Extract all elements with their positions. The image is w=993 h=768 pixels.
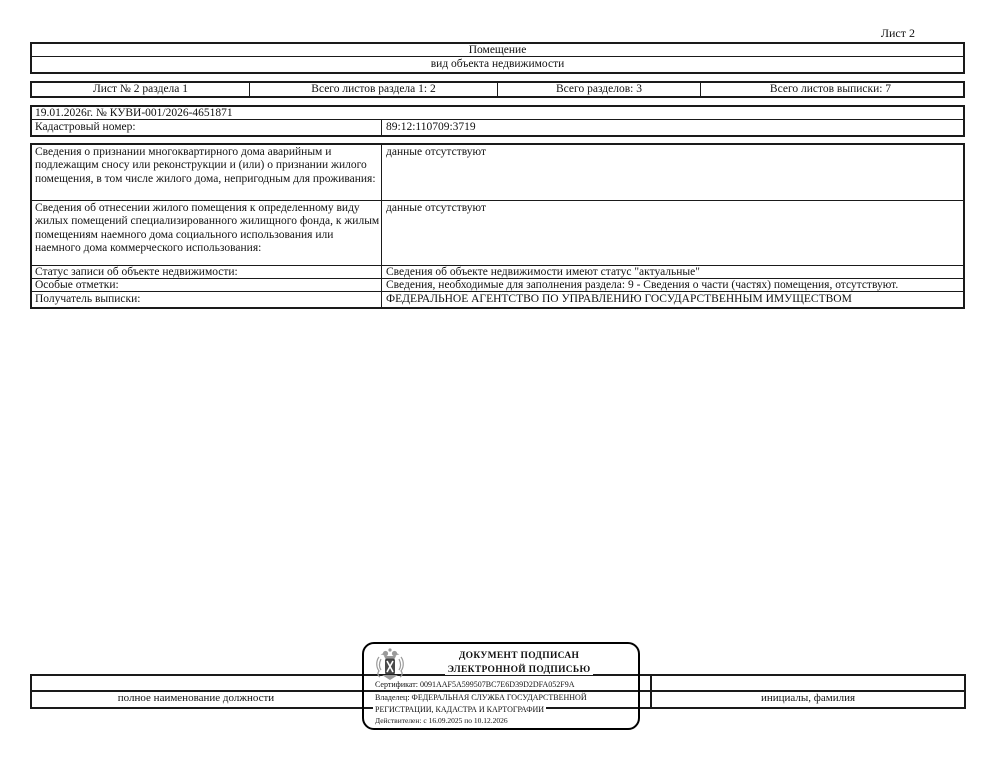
- counter-section-sheets: Всего листов раздела 1: 2: [250, 83, 498, 96]
- signature-position-caption: полное наименование должности: [117, 692, 275, 704]
- counter-total-sections: Всего разделов: 3: [498, 83, 701, 96]
- stamp-owner-line2: РЕГИСТРАЦИИ, КАДАСТРА И КАРТОГРАФИИ: [375, 705, 545, 714]
- details-row-special-notes: [32, 279, 963, 292]
- details-row-value: Сведения, необходимые для заполнения раздела: 9 - Сведения о части (частях) помещения, отсутствуют.: [386, 279, 899, 291]
- object-type-table: [30, 42, 965, 74]
- stamp-validity-line: Действителен: с 16.09.2025 по 10.12.2026: [375, 716, 508, 725]
- object-type-caption-row: [32, 57, 963, 72]
- stamp-certificate-line: Сертификат: 0091AAF5A599507BC7E6D39D2DFA052F9A: [375, 680, 575, 689]
- details-row-value: данные отсутствуют: [386, 146, 486, 158]
- stamp-owner-line1: Владелец: ФЕДЕРАЛЬНАЯ СЛУЖБА ГОСУДАРСТВЕННОЙ: [375, 693, 587, 702]
- details-row-value: Сведения об объекте недвижимости имеют статус "актуальные": [386, 266, 700, 278]
- counter-sheet-number: Лист № 2 раздела 1: [32, 83, 250, 96]
- signature-border-right: [964, 674, 966, 709]
- details-row-label: Статус записи об объекте недвижимости:: [32, 266, 382, 278]
- cadastral-number-row: [32, 120, 963, 135]
- sheet-counters-row: [32, 83, 963, 96]
- signature-name-caption: инициалы, фамилия: [760, 692, 856, 704]
- details-row-label: Сведения об отнесении жилого помещения к определенному виду жилых помещений специализированного жилищного фонда, к жилым помещениям наемного дома социального использования или наемного дома коммерческого использования:: [32, 201, 382, 265]
- extract-date-number: 19.01.2026г. № КУВИ-001/2026-4651871: [35, 107, 233, 119]
- details-row-label: Получатель выписки:: [32, 292, 382, 307]
- stamp-title-line2: ЭЛЕКТРОННОЙ ПОДПИСЬЮ: [447, 665, 591, 675]
- object-type-value: Помещение: [468, 44, 527, 56]
- details-row-value: данные отсутствуют: [386, 202, 486, 214]
- details-row-emergency: [32, 145, 963, 201]
- details-row-recipient: [32, 292, 963, 307]
- stamp-title-line1: ДОКУМЕНТ ПОДПИСАН: [458, 651, 580, 661]
- details-row-label: Сведения о признании многоквартирного дома аварийным и подлежащим сносу или реконструкции и (или) о признании жилого помещения, в том числе жилого дома, непригодным для проживания:: [32, 145, 382, 200]
- cadastral-number-value: 89:12:110709:3719: [386, 121, 476, 133]
- extract-meta-table: [30, 105, 965, 137]
- object-type-row: [32, 44, 963, 57]
- details-table: [30, 143, 965, 309]
- cadastral-number-label: Кадастровый номер:: [32, 120, 382, 135]
- details-row-housing-fund: [32, 201, 963, 266]
- object-type-caption: вид объекта недвижимости: [430, 58, 565, 70]
- sheet-counters-table: [30, 81, 965, 98]
- details-row-value: ФЕДЕРАЛЬНОЕ АГЕНТСТВО ПО УПРАВЛЕНИЮ ГОСУДАРСТВЕННЫМ ИМУЩЕСТВОМ: [386, 293, 852, 305]
- extract-date-number-row: [32, 107, 963, 120]
- details-row-status: [32, 266, 963, 279]
- counter-total-extract-sheets: Всего листов выписки: 7: [769, 83, 892, 95]
- sheet-corner-label: Лист 2: [880, 26, 915, 40]
- digital-signature-stamp: [362, 642, 640, 730]
- details-row-label: Особые отметки:: [32, 279, 382, 291]
